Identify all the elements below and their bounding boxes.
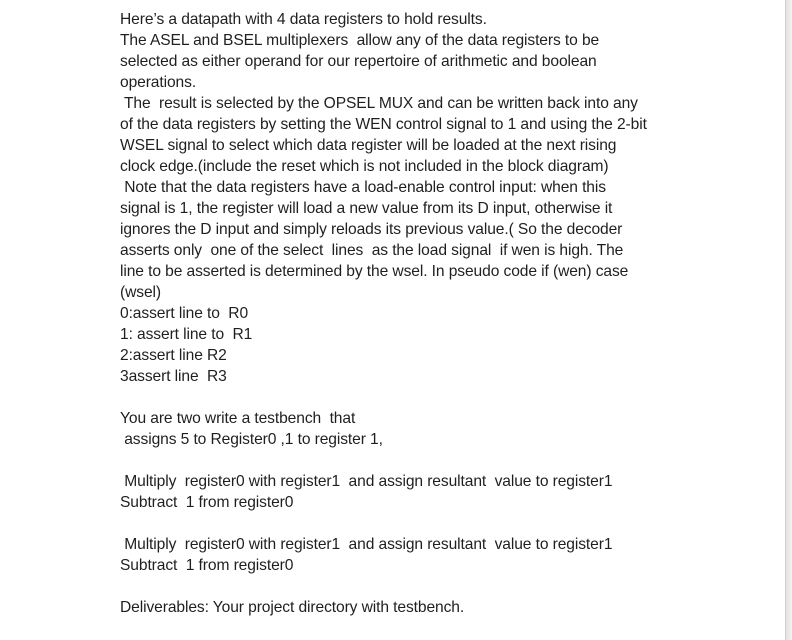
text-line: signal is 1, the register will load a new value from its D input, otherwise it xyxy=(120,200,613,217)
text-line: clock edge.(include the reset which is not included in the block diagram) xyxy=(120,158,609,175)
text-line: The ASEL and BSEL multiplexers allow any of the data registers to be xyxy=(120,32,600,49)
blank-line xyxy=(120,576,680,597)
text-line: asserts only one of the select lines as the load signal if wen is high. The xyxy=(120,242,624,259)
text-line: operations. xyxy=(120,74,197,91)
text-line: Multiply register0 with register1 and assign resultant value to register1 xyxy=(120,473,613,490)
text-line: Note that the data registers have a load-enable control input: when this xyxy=(120,179,606,196)
text-line: assigns 5 to Register0 ,1 to register 1, xyxy=(120,431,383,448)
blank-line xyxy=(120,450,680,471)
text-line: selected as either operand for our repertoire of arithmetic and boolean xyxy=(120,53,597,70)
text-line: ignores the D input and simply reloads its previous value.( So the decoder xyxy=(120,221,623,238)
text-line: Deliverables: Your project directory with testbench. xyxy=(120,599,465,616)
text-line: WSEL signal to select which data register will be loaded at the next rising xyxy=(120,137,617,154)
text-line: of the data registers by setting the WEN control signal to 1 and using the 2-bit xyxy=(120,116,647,133)
text-line: 0:assert line to R0 xyxy=(120,305,249,322)
text-line: The result is selected by the OPSEL MUX and can be written back into any xyxy=(120,95,638,112)
text-line: (wsel) xyxy=(120,284,161,301)
text-line: 1: assert line to R1 xyxy=(120,326,253,343)
blank-line xyxy=(120,513,680,534)
page-edge xyxy=(785,0,792,640)
document-body xyxy=(120,9,680,618)
text-line: Subtract 1 from register0 xyxy=(120,557,294,574)
text-line: You are two write a testbench that xyxy=(120,410,356,427)
text-line: line to be asserted is determined by the wsel. In pseudo code if (wen) case xyxy=(120,263,629,280)
text-line: Subtract 1 from register0 xyxy=(120,494,294,511)
text-line: Multiply register0 with register1 and assign resultant value to register1 xyxy=(120,536,613,553)
blank-line xyxy=(120,387,680,408)
text-line: Here’s a datapath with 4 data registers to hold results. xyxy=(120,11,487,28)
text-line: 2:assert line R2 xyxy=(120,347,227,364)
text-line: 3assert line R3 xyxy=(120,368,227,385)
